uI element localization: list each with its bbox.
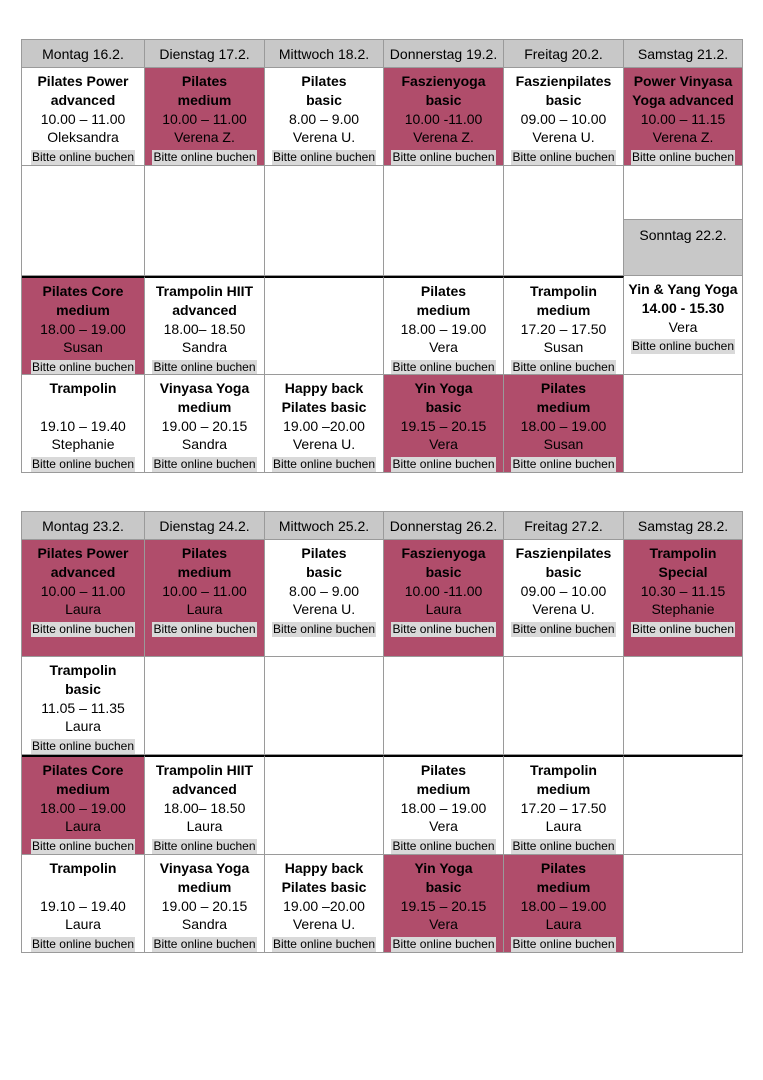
class-instructor: Oleksandra [47, 129, 119, 146]
class-slot [145, 657, 265, 755]
class-slot [22, 540, 145, 657]
class-instructor: Laura [65, 718, 101, 735]
class-time: 19.10 – 19.40 [40, 897, 126, 914]
class-time: 19.00 –20.00 [283, 897, 365, 914]
class-slot [22, 657, 145, 755]
morning-row [22, 540, 743, 657]
class-title: Vinyasa Yoga [159, 860, 250, 876]
class-level: basic [425, 878, 462, 895]
book-online-link[interactable]: Bitte online buchen [512, 150, 615, 165]
class-slot [384, 540, 504, 657]
class-title: Pilates [301, 73, 347, 89]
book-online-link[interactable]: Bitte online buchen [153, 937, 256, 952]
class-instructor: Laura [545, 818, 582, 835]
book-online-link[interactable]: Bitte online buchen [153, 150, 256, 165]
class-time: 19.15 – 20.15 [400, 417, 487, 434]
class-instructor: Susan [543, 339, 584, 356]
book-online-link[interactable]: Bitte online buchen [31, 150, 135, 165]
class-title: Faszienpilates [515, 545, 612, 561]
book-online-link[interactable]: Bitte online buchen [272, 457, 376, 472]
class-slot [504, 755, 624, 855]
book-online-link[interactable]: Bitte online buchen [631, 150, 735, 165]
class-time: 19.00 –20.00 [283, 417, 365, 434]
day-header-row [22, 40, 743, 68]
evening-row [22, 855, 743, 953]
class-time: 10.30 – 11.15 [640, 582, 726, 599]
book-online-link[interactable]: Bitte online buchen [153, 622, 256, 637]
class-slot [145, 166, 265, 276]
class-slot [384, 755, 504, 855]
class-time: 18.00 – 19.00 [40, 320, 126, 337]
class-level: advanced [172, 301, 237, 318]
class-level: medium [177, 878, 232, 895]
class-title: Faszienyoga [401, 73, 486, 89]
class-title: Trampolin [530, 283, 597, 299]
class-slot [384, 375, 504, 473]
class-slot [145, 855, 265, 953]
class-slot [384, 657, 504, 755]
class-instructor: Verena U. [532, 129, 595, 146]
class-instructor: Laura [186, 601, 223, 618]
class-level: Pilates basic [281, 398, 367, 415]
day-header: Samstag 21.2. [624, 40, 743, 68]
class-instructor: Verena U. [292, 129, 356, 146]
class-slot [265, 276, 384, 375]
book-online-link[interactable]: Bitte online buchen [392, 360, 495, 375]
book-online-link[interactable]: Bitte online buchen [392, 622, 495, 637]
evening-row [22, 276, 743, 375]
class-slot [624, 540, 743, 657]
book-online-link[interactable]: Bitte online buchen [631, 622, 735, 637]
class-time: 10.00 – 11.00 [40, 110, 126, 127]
class-slot [265, 657, 384, 755]
class-instructor: Sandra [181, 339, 228, 356]
class-instructor: Laura [65, 818, 101, 835]
class-level: basic [545, 563, 582, 580]
class-time: 09.00 – 10.00 [520, 110, 607, 127]
class-title: Trampolin [49, 662, 117, 678]
class-title: Pilates Core [42, 762, 124, 778]
class-time: 10.00 – 11.00 [40, 582, 126, 599]
class-level: advanced [50, 563, 116, 580]
class-title: Yin Yoga [414, 380, 473, 396]
class-slot [624, 657, 743, 755]
day-header: Dienstag 24.2. [145, 512, 265, 540]
day-header: Montag 16.2. [22, 40, 145, 68]
class-title: Trampolin [649, 545, 717, 561]
book-online-link[interactable]: Bitte online buchen [392, 937, 495, 952]
class-slot [265, 166, 384, 276]
gap-row [22, 166, 743, 276]
class-time: 10.00 – 11.00 [162, 110, 247, 127]
class-instructor: Stephanie [51, 436, 115, 453]
day-header: Mittwoch 18.2. [265, 40, 384, 68]
class-title: Faszienyoga [401, 545, 486, 561]
class-time: 18.00 – 19.00 [520, 417, 607, 434]
class-slot [265, 375, 384, 473]
book-online-link[interactable]: Bitte online buchen [31, 622, 135, 637]
class-title: Happy back [284, 380, 364, 396]
class-slot [145, 540, 265, 657]
class-time: 11.05 – 11.35 [41, 699, 125, 716]
class-slot [145, 375, 265, 473]
class-level: advanced [172, 780, 237, 797]
class-time: 18.00– 18.50 [163, 799, 246, 816]
class-level: medium [536, 398, 591, 415]
book-online-link[interactable]: Bitte online buchen [272, 937, 376, 952]
class-slot [624, 755, 743, 855]
class-title: Faszienpilates [515, 73, 612, 89]
book-online-link[interactable]: Bitte online buchen [272, 622, 376, 637]
day-header: Donnerstag 19.2. [384, 40, 504, 68]
morning-row [22, 68, 743, 166]
class-level: advanced [50, 91, 116, 108]
class-slot [145, 68, 265, 166]
empty-area [624, 166, 742, 220]
class-instructor: Verena Z. [174, 129, 235, 146]
evening-row [22, 375, 743, 473]
book-online-link[interactable]: Bitte online buchen [153, 457, 256, 472]
class-instructor: Verena U. [292, 436, 356, 453]
class-instructor: Verena U. [292, 601, 356, 618]
book-online-link[interactable]: Bitte online buchen [512, 839, 615, 854]
class-instructor: Sandra [181, 916, 228, 933]
class-level: medium [177, 91, 232, 108]
day-header: Montag 23.2. [22, 512, 145, 540]
class-level: basic [425, 91, 462, 108]
class-title: Pilates [420, 283, 467, 299]
class-level: Yoga advanced [632, 91, 734, 108]
class-time: 10.00 – 11.00 [162, 582, 247, 599]
class-time: 19.15 – 20.15 [400, 897, 487, 914]
class-slot [624, 68, 743, 166]
book-online-link[interactable]: Bitte online buchen [392, 457, 495, 472]
day-header: Dienstag 17.2. [145, 40, 265, 68]
class-slot [384, 68, 504, 166]
class-slot [22, 68, 145, 166]
class-level: medium [56, 780, 110, 797]
class-slot [22, 755, 145, 855]
class-slot [624, 855, 743, 953]
class-title: Yin & Yang Yoga [628, 281, 738, 297]
book-online-link[interactable]: Bitte online buchen [512, 360, 615, 375]
class-time: 17.20 – 17.50 [520, 799, 607, 816]
class-title: Trampolin HIIT [155, 762, 254, 778]
evening-row [22, 755, 743, 855]
book-online-link[interactable]: Bitte online buchen [512, 622, 615, 637]
class-slot [504, 276, 624, 375]
class-title: Pilates Power [37, 545, 129, 561]
class-slot [22, 855, 145, 953]
book-online-link[interactable]: Bitte online buchen [631, 339, 735, 354]
class-title: Trampolin [49, 380, 117, 396]
class-slot [624, 375, 743, 473]
class-instructor: Laura [186, 818, 223, 835]
class-instructor: Verena Z. [652, 129, 714, 146]
class-time: 09.00 – 10.00 [520, 582, 607, 599]
class-instructor: Susan [543, 436, 584, 453]
class-instructor: Laura [65, 916, 101, 933]
class-slot [145, 755, 265, 855]
book-online-link[interactable]: Bitte online buchen [512, 937, 615, 952]
class-title: Trampolin [49, 860, 117, 876]
class-time: 10.00 -11.00 [404, 582, 483, 599]
class-instructor: Vera [429, 916, 458, 933]
class-instructor: Vera [668, 318, 698, 335]
class-title: Pilates Core [42, 283, 124, 299]
class-time: 19.00 – 20.15 [161, 417, 248, 434]
class-level: Pilates basic [281, 878, 367, 895]
class-level: medium [416, 780, 471, 797]
class-level: basic [65, 680, 101, 697]
class-level: medium [56, 301, 110, 318]
class-time: 18.00 – 19.00 [400, 799, 487, 816]
class-title: Trampolin HIIT [155, 283, 254, 299]
class-level: basic [425, 563, 462, 580]
class-time: 18.00 – 19.00 [40, 799, 126, 816]
class-slot [504, 540, 624, 657]
day-header: Freitag 27.2. [504, 512, 624, 540]
class-slot [145, 276, 265, 375]
class-level: medium [536, 301, 591, 318]
class-time: 8.00 – 9.00 [288, 110, 360, 127]
class-instructor: Susan [63, 339, 103, 356]
class-instructor: Vera [429, 339, 458, 356]
class-level: Special [658, 563, 708, 580]
class-title: Pilates [540, 380, 587, 396]
class-instructor: Laura [425, 601, 462, 618]
class-level: medium [536, 878, 591, 895]
class-time: 8.00 – 9.00 [288, 582, 360, 599]
class-slot [504, 68, 624, 166]
class-level [22, 398, 144, 417]
class-level: medium [177, 398, 232, 415]
class-slot [22, 166, 145, 276]
book-online-link[interactable]: Bitte online buchen [392, 150, 495, 165]
class-time: 18.00 – 19.00 [520, 897, 607, 914]
class-instructor: Verena Z. [413, 129, 474, 146]
class-level [22, 878, 144, 897]
class-time: 10.00 – 11.15 [640, 110, 726, 127]
class-title: Trampolin [530, 762, 597, 778]
class-slot [265, 855, 384, 953]
class-title: Pilates [540, 860, 587, 876]
class-time: 14.00 - 15.30 [641, 299, 725, 316]
class-slot [504, 855, 624, 953]
class-slot [22, 375, 145, 473]
class-instructor: Verena U. [292, 916, 356, 933]
class-level: basic [425, 398, 462, 415]
class-title: Pilates [301, 545, 347, 561]
book-online-link[interactable]: Bitte online buchen [392, 839, 495, 854]
book-online-link[interactable]: Bitte online buchen [31, 937, 135, 952]
class-title: Yin Yoga [414, 860, 473, 876]
class-level: basic [306, 563, 342, 580]
class-title: Power Vinyasa [633, 73, 733, 89]
class-slot [624, 276, 743, 375]
class-slot [624, 166, 743, 276]
book-online-link[interactable]: Bitte online buchen [512, 457, 615, 472]
class-slot [22, 276, 145, 375]
class-instructor: Sandra [181, 436, 228, 453]
book-online-link[interactable]: Bitte online buchen [31, 739, 135, 754]
class-instructor: Verena U. [532, 601, 595, 618]
class-title: Pilates Power [37, 73, 129, 89]
class-time: 10.00 -11.00 [404, 110, 483, 127]
day-header: Freitag 20.2. [504, 40, 624, 68]
class-title: Pilates [181, 73, 228, 89]
class-instructor: Stephanie [651, 601, 715, 618]
day-header-row [22, 512, 743, 540]
book-online-link[interactable]: Bitte online buchen [31, 360, 135, 375]
class-slot [504, 657, 624, 755]
class-level: medium [536, 780, 591, 797]
class-instructor: Laura [545, 916, 582, 933]
class-title: Vinyasa Yoga [159, 380, 250, 396]
class-slot [384, 276, 504, 375]
day-header: Mittwoch 25.2. [265, 512, 384, 540]
class-slot [265, 540, 384, 657]
day-header: Samstag 28.2. [624, 512, 743, 540]
class-time: 19.00 – 20.15 [161, 897, 248, 914]
book-online-link[interactable]: Bitte online buchen [31, 839, 135, 854]
book-online-link[interactable]: Bitte online buchen [31, 457, 135, 472]
class-slot [384, 855, 504, 953]
book-online-link[interactable]: Bitte online buchen [153, 360, 256, 375]
book-online-link[interactable]: Bitte online buchen [272, 150, 376, 165]
class-title: Pilates [181, 545, 228, 561]
class-title: Pilates [420, 762, 467, 778]
class-instructor: Vera [429, 818, 458, 835]
class-time: 18.00– 18.50 [163, 320, 246, 337]
class-slot [504, 166, 624, 276]
class-slot [384, 166, 504, 276]
class-level: medium [177, 563, 232, 580]
class-slot [265, 755, 384, 855]
book-online-link[interactable]: Bitte online buchen [153, 839, 256, 854]
class-time: 17.20 – 17.50 [520, 320, 607, 337]
class-instructor: Vera [429, 436, 458, 453]
class-instructor: Laura [65, 601, 101, 618]
day-header: Donnerstag 26.2. [384, 512, 504, 540]
class-time: 18.00 – 19.00 [400, 320, 487, 337]
class-slot [504, 375, 624, 473]
week-1-schedule [21, 39, 743, 473]
class-level: basic [306, 91, 342, 108]
class-title: Happy back [284, 860, 364, 876]
sunday-header: Sonntag 22.2. [624, 220, 742, 276]
class-slot [265, 68, 384, 166]
week-2-schedule [21, 511, 743, 953]
morning-row [22, 657, 743, 755]
class-level: basic [545, 91, 582, 108]
class-time: 19.10 – 19.40 [40, 417, 126, 434]
class-level: medium [416, 301, 471, 318]
